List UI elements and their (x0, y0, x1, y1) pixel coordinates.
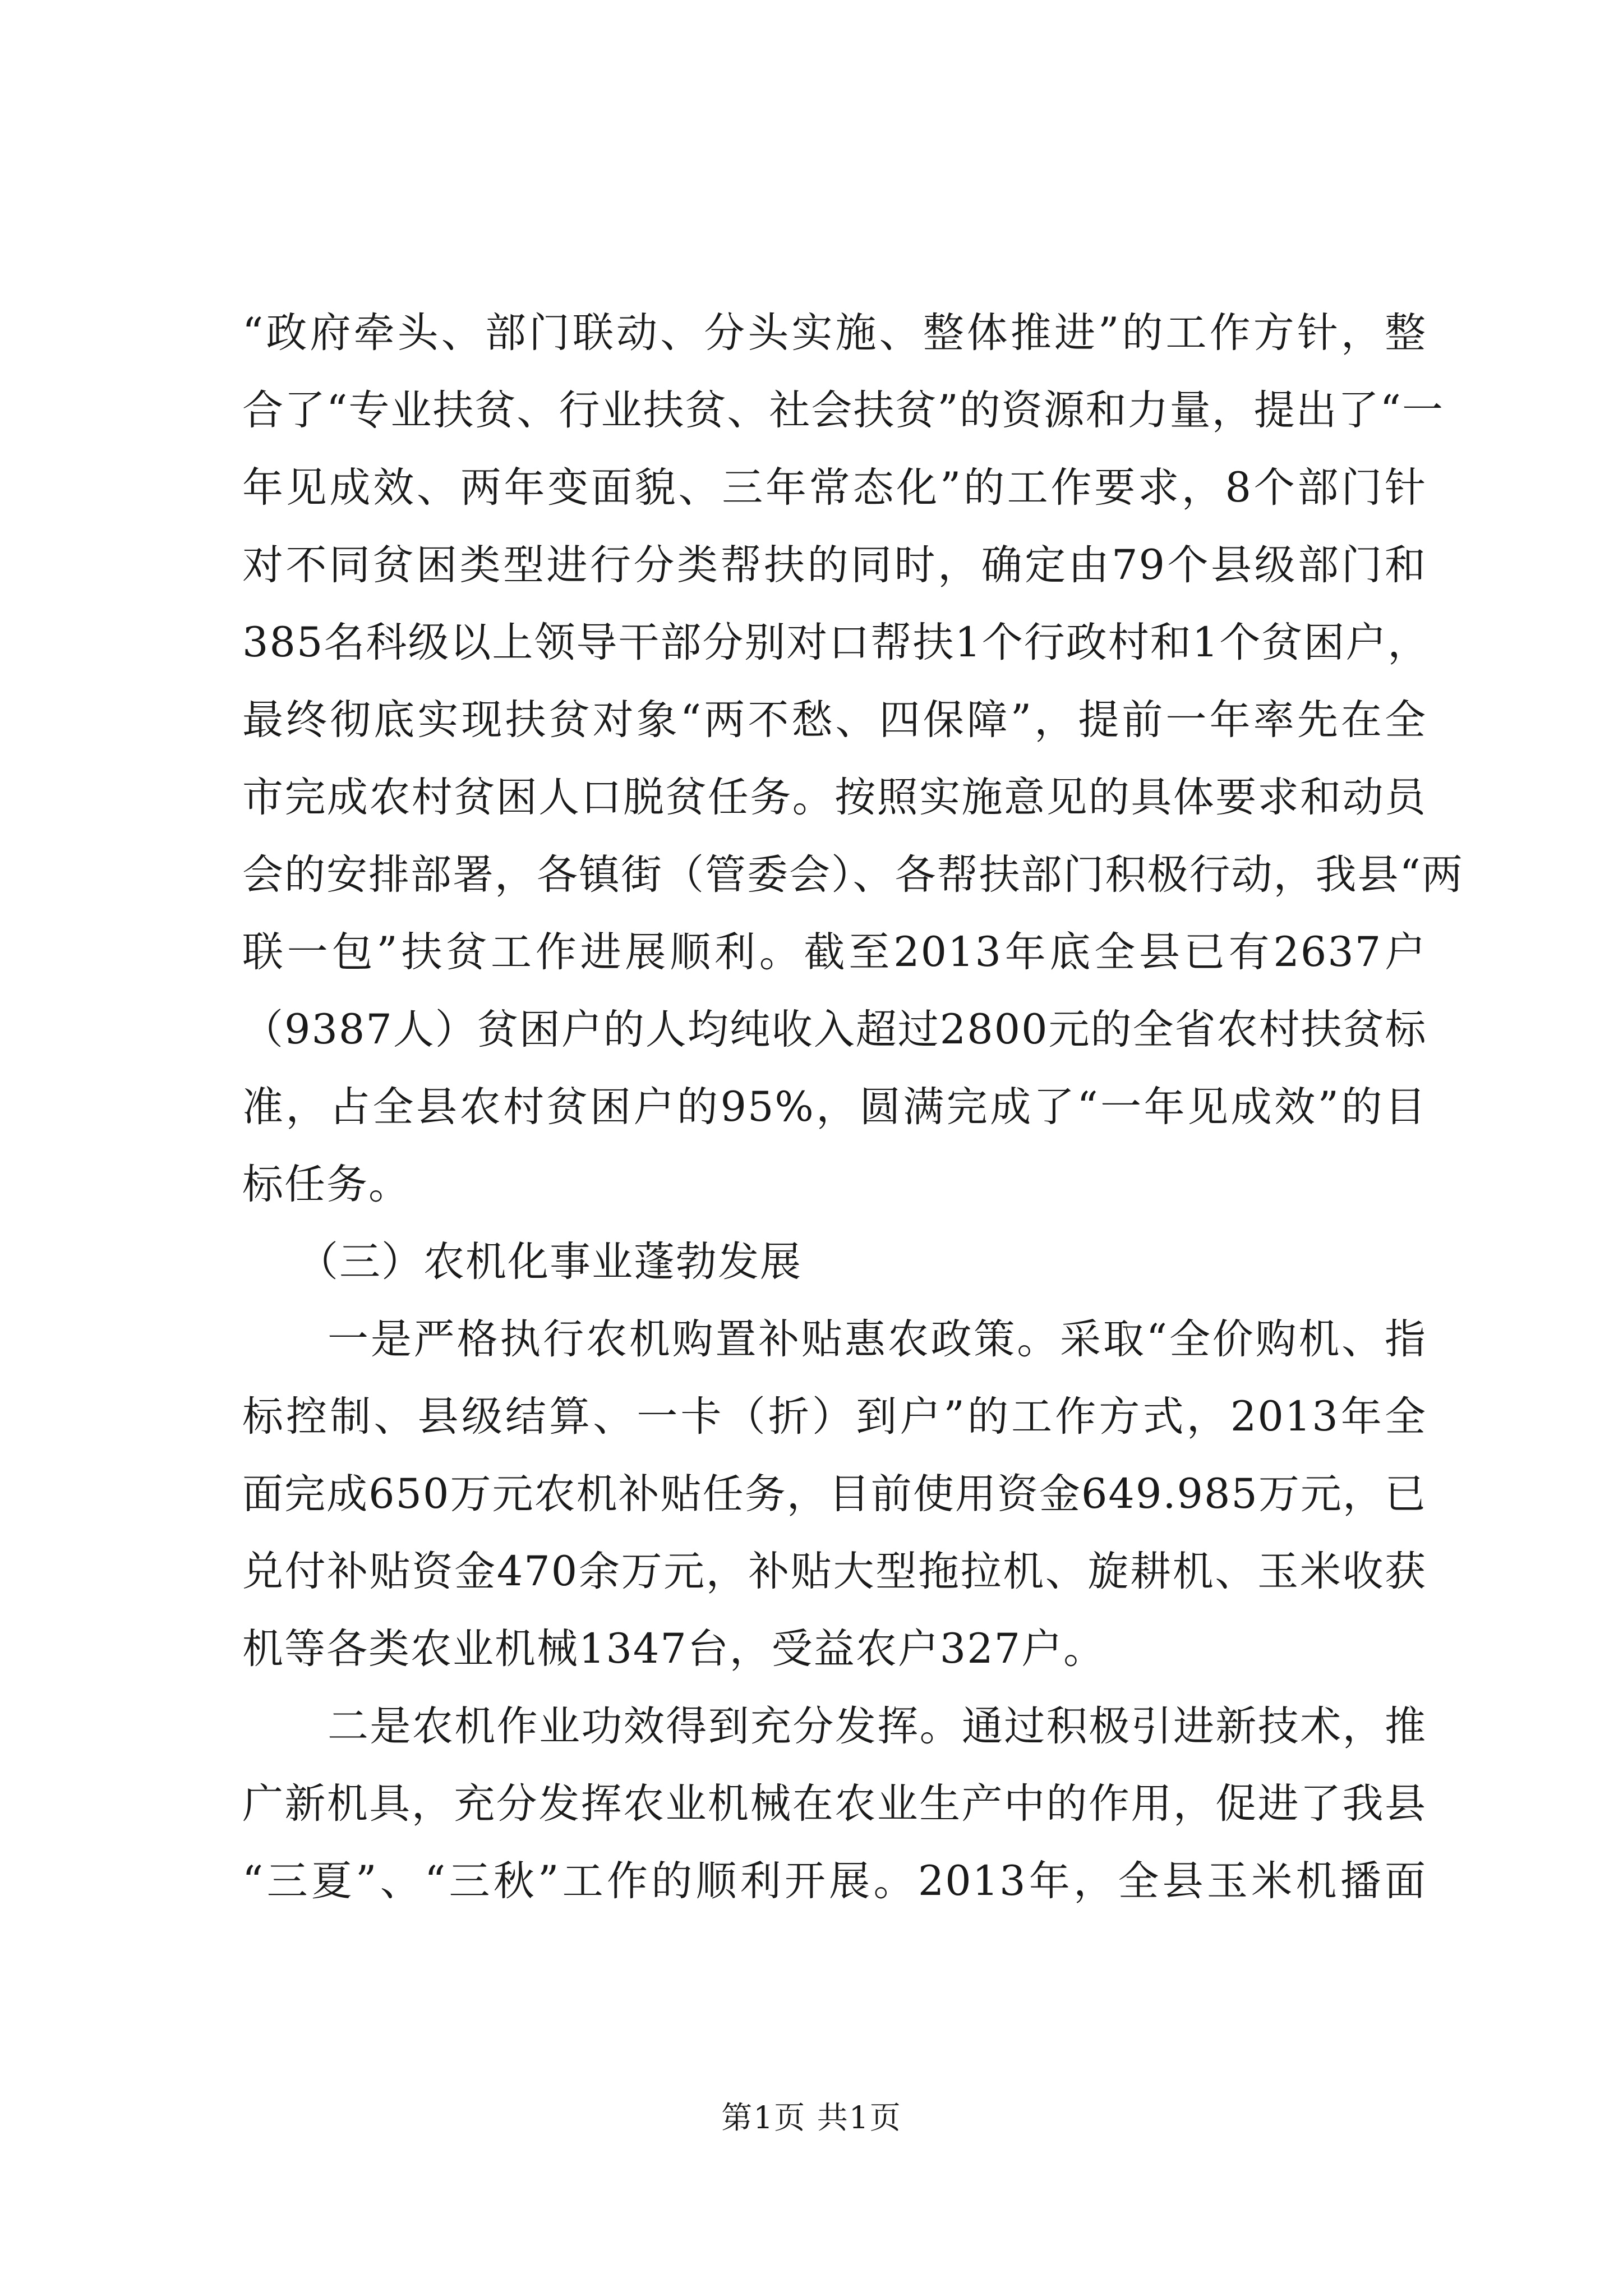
text-line: 面完成650万元农机补贴任务，目前使用资金649.985万元，已 (242, 1470, 1427, 1518)
text-line: 市完成农村贫困人口脱贫任务。按照实施意见的具体要求和动员 (242, 774, 1427, 821)
body-paragraph (242, 1688, 1427, 1920)
text-line: 对不同贫困类型进行分类帮扶的同时，确定由79个县级部门和 (242, 541, 1427, 589)
text-line: 准，占全县农村贫困户的95%，圆满完成了“一年见成效”的目 (242, 1083, 1427, 1131)
section-heading (242, 1223, 1427, 1301)
body-paragraph (242, 1301, 1427, 1688)
body-paragraph (242, 295, 1464, 1223)
text-line: 最终彻底实现扶贫对象“两不愁、四保障”，提前一年率先在全 (242, 696, 1427, 744)
text-line: 合了“专业扶贫、行业扶贫、社会扶贫”的资源和力量，提出了“一 (242, 386, 1444, 434)
text-line: 兑付补贴资金470余万元，补贴大型拖拉机、旋耕机、玉米收获 (242, 1548, 1427, 1595)
text-line: 年见成效、两年变面貌、三年常态化”的工作要求，8个部门针 (242, 464, 1427, 512)
text-line: （9387人）贫困户的人均纯收入超过2800元的全省农村扶贫标 (242, 1006, 1427, 1053)
page-footer: 第1页 共1页 (721, 2100, 902, 2136)
text-line: 机等各类农业机械1347台，受益农户327户。 (242, 1625, 1106, 1673)
text-line: 标控制、县级结算、一卡（折）到户”的工作方式，2013年全 (242, 1393, 1427, 1441)
text-line: 广新机具，充分发挥农业机械在农业生产中的作用，促进了我县 (242, 1780, 1427, 1828)
text-line: “三夏”、“三秋”工作的顺利开展。2013年，全县玉米机播面 (242, 1857, 1427, 1905)
text-line: 标任务。 (242, 1161, 411, 1208)
text-line: 二是农机作业功效得到充分发挥。通过积极引进新技术，推 (328, 1703, 1427, 1750)
text-line: 385名科级以上领导干部分别对口帮扶1个行政村和1个贫困户， (242, 619, 1430, 666)
document-body (242, 295, 1464, 1920)
text-line: 一是严格执行农机购置补贴惠农政策。采取“全价购机、指 (328, 1315, 1427, 1363)
text-line: “政府牵头、部门联动、分头实施、整体推进”的工作方针，整 (242, 309, 1427, 357)
text-line: 联一包”扶贫工作进展顺利。截至2013年底全县已有2637户 (242, 928, 1427, 976)
heading-text: （三）农机化事业蓬勃发展 (297, 1238, 802, 1286)
text-line: 会的安排部署，各镇街（管委会）、各帮扶部门积极行动，我县“两 (242, 851, 1464, 899)
